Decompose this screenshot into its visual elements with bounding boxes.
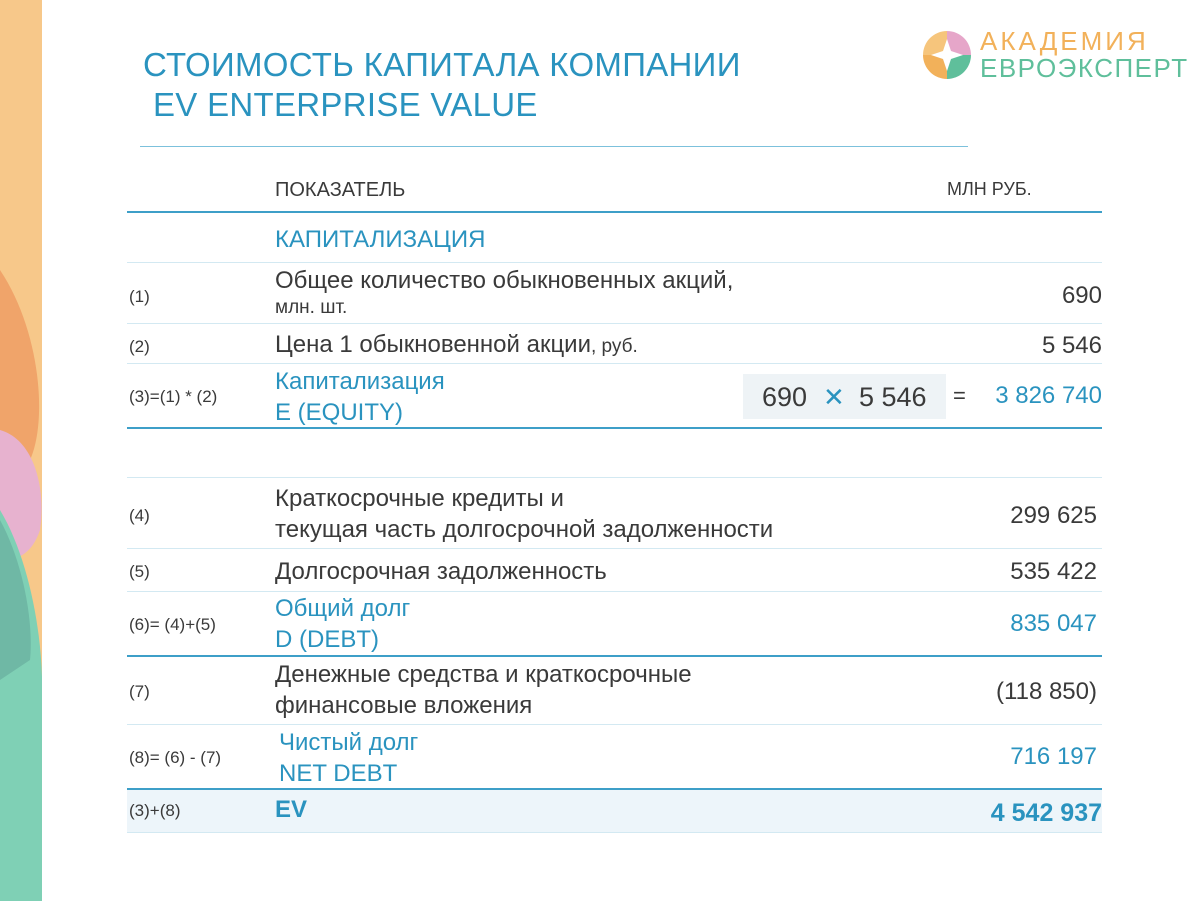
row-divider [127, 262, 1102, 263]
row-code: (2) [129, 337, 150, 356]
row-divider [127, 363, 1102, 364]
row-divider [127, 724, 1102, 725]
row-label-line-1: Капитализация [275, 368, 445, 395]
ev-label: EV [275, 796, 308, 823]
logo [922, 26, 1189, 84]
row-code: (6)= (4)+(5) [129, 615, 216, 634]
logo-line-1: АКАДЕМИЯ [980, 26, 1149, 56]
row-label-line-1: Общее количество обыкновенных акций, [275, 267, 734, 294]
row-code: (4) [129, 506, 150, 525]
row-value: 690 [1061, 282, 1102, 309]
row-divider [127, 548, 1102, 549]
row-code: (1) [129, 287, 150, 306]
section-rule [127, 655, 1102, 657]
column-header-unit: МЛН РУБ. [947, 179, 1032, 199]
ev-value: 4 542 937 [990, 799, 1102, 827]
row-label [275, 593, 410, 655]
row-code: (3)=(1) * (2) [129, 387, 218, 406]
row-divider [127, 477, 1102, 478]
row-divider [127, 832, 1102, 833]
row-value: 535 422 [1010, 558, 1097, 585]
row-label-line-1: Цена 1 обыкновенной акции [275, 331, 591, 358]
row-value: 5 546 [1041, 332, 1102, 359]
row-label-line-1: Денежные средства и краткосрочные [275, 661, 692, 688]
row-label-line-2: млн. шт. [275, 297, 348, 318]
logo-line-2: ЕВРОЭКСПЕРТ [980, 53, 1189, 83]
row-value: 299 625 [1010, 502, 1097, 529]
column-header-indicator: ПОКАЗАТЕЛЬ [275, 179, 406, 201]
calculation-box [743, 374, 946, 419]
logo-mark-icon [922, 30, 972, 80]
row-label-line-1: Общий долг [275, 595, 411, 622]
row-value: 716 197 [1010, 743, 1097, 770]
row-label-line-2: текущая часть долгосрочной задолженности [275, 516, 774, 543]
row-code: (5) [129, 562, 150, 581]
row-label-line-2: NET DEBT [279, 760, 398, 787]
row-divider [127, 591, 1102, 592]
title-underline [140, 146, 968, 147]
row-label-suffix: , руб. [591, 336, 638, 357]
section-rule [127, 427, 1102, 429]
row-label [275, 265, 733, 320]
calc-equals: = [953, 383, 966, 408]
row-divider [127, 323, 1102, 324]
row-label [275, 329, 638, 362]
row-label [275, 659, 692, 721]
row-code: (7) [129, 682, 150, 701]
title-line-1: СТОИМОСТЬ КАПИТАЛА КОМПАНИИ [143, 46, 741, 83]
row-label-line-1: Краткосрочные кредиты и [275, 485, 564, 512]
calc-operand-b: 5 546 [859, 382, 927, 412]
row-label-line-1: Чистый долг [279, 729, 419, 756]
row-value: 835 047 [1010, 610, 1097, 637]
header-rule [127, 211, 1102, 213]
row-label [275, 483, 773, 545]
row-value: (118 850) [996, 678, 1097, 705]
multiply-icon: ✕ [823, 382, 845, 412]
side-decoration [0, 0, 42, 901]
row-code: (3)+(8) [129, 801, 181, 820]
ev-row-band [127, 790, 1102, 832]
row-code: (8)= (6) - (7) [129, 748, 222, 767]
calc-operand-a: 690 [762, 382, 808, 412]
row-label-line-2: D (DEBT) [275, 626, 379, 653]
section-title: КАПИТАЛИЗАЦИЯ [275, 226, 486, 253]
row-label-line-2: финансовые вложения [275, 692, 533, 719]
row-label-line-2: E (EQUITY) [275, 399, 404, 426]
title-line-2: EV ENTERPRISE VALUE [153, 86, 538, 123]
row-label: Долгосрочная задолженность [275, 558, 607, 585]
page-title [143, 45, 741, 125]
row-label [279, 727, 418, 789]
row-label [275, 366, 445, 428]
row-value: 3 826 740 [995, 382, 1102, 409]
